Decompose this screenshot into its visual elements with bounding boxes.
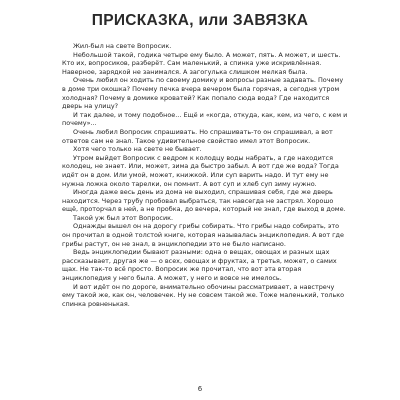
paragraph: Небольшой такой, годика четыре ему было. А может, пять. А может, и шесть. Кто их, вопросиков, разберёт. Сам маленький, а спинка уже искривлённая. Наверное, зарядкой не занимался. А загогулька слишком мелкая была. [62, 50, 341, 76]
chapter-title: ПРИСКАЗКА, или ЗАВЯЗКА [91, 12, 309, 29]
chapter-text [62, 42, 348, 308]
paragraph: И вот идёт он по дороге, внимательно обочины рассматривает, а навстречу ему такой же, как он, человечек. Ну не совсем такой же. Тоже маленький, только спинка ровненькая. [62, 282, 345, 308]
paragraph: И так далее, и тому подобное... Ещё и «когда, откуда, как, кем, из чего, с кем и почему»... [62, 110, 348, 128]
paragraph: Очень любил он ходить по своему домику и вопросы разные задавать. Почему в доме три окошка? Почему печка вчера вечером была горячая, а сегодня утром холодная? Почему в домике кроватей? Как попало сюда вода? Где находится дверь на улицу? [62, 76, 344, 111]
paragraph: Очень любил Вопросик спрашивать. Но спрашивать-то он спрашивал, а вот ответов сам не знал. Такое удивительное свойство имел этот Вопросик. [62, 127, 333, 145]
paragraph: Однажды вышел он на дорогу грибы собирать. Что грибы надо собирать, это он прочитал в одной толстой книге, которая называлась энциклопедия. А вот где грибы растут, он не знал, в энциклопедии это не было написано. [62, 222, 344, 248]
paragraph: Хотя чего только на свете не бывает. [73, 145, 202, 154]
paragraph: Жил-был на свете Вопросик. [73, 42, 172, 50]
paragraph: Ведь энциклопедии бывают разными: одна о вещах, овощах и разных щах рассказывает, другая же — о всех, овощах и фруктах, а третья, может, о самих щах. Не так-то всё просто. Вопросик же прочитал, что вот эта вторая энциклопедия у него была. А может, у него и вовсе не имелось. [62, 248, 337, 283]
book-page [52, 0, 348, 400]
paragraph: Утром выйдет Вопросик с ведром к колодцу воды набрать, а где находится колодец, не знает. Или, может, зима да быстро забыл. А вот где же вода? Тогда идёт он в дом. Или умой, может, книжкой. Или суп варить надо. И тут ему не нужна ложка около тарелки, он помнит. А вот суп и хлеб суп зиму нужно. [62, 153, 339, 188]
paragraph: Иногда даже весь день из дома не выходил, спрашивая себя, где же дверь находится. Через трубу пробовал выбраться, так навсегда не застрял. Хорошо ещё, проторчал в ней, а не пробка, до вечера, который не знал, где выход в доме. [62, 188, 346, 214]
paragraph: Такой уж был этот Вопросик. [73, 213, 174, 222]
page-number: 6 [197, 385, 203, 393]
